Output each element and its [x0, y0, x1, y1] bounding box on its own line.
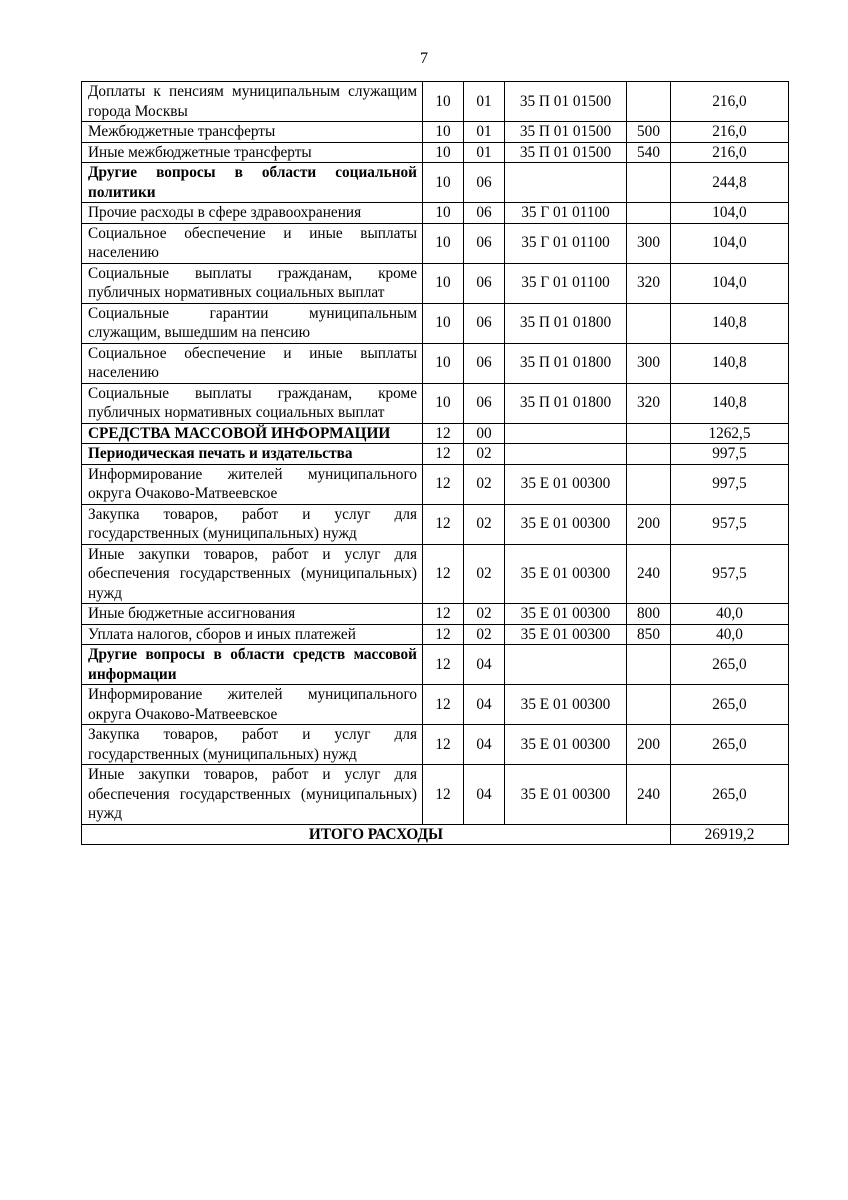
row-name: Закупка товаров, работ и услуг для государственных (муниципальных) нужд: [82, 725, 423, 765]
row-expense-type: 800: [627, 604, 671, 625]
row-target-article: 35 Е 01 00300: [505, 725, 627, 765]
row-sum: 104,0: [671, 223, 789, 263]
row-sum: 244,8: [671, 163, 789, 203]
table-row: [82, 142, 789, 163]
row-section-code: 12: [423, 725, 464, 765]
table-row: [82, 263, 789, 303]
row-section-code: 10: [423, 383, 464, 423]
row-name: Доплаты к пенсиям муниципальным служащим города Москвы: [82, 82, 423, 122]
row-target-article: 35 Г 01 01100: [505, 263, 627, 303]
total-label: ИТОГО РАСХОДЫ: [82, 824, 671, 845]
row-expense-type: [627, 423, 671, 444]
row-name: Информирование жителей муниципального округа Очаково-Матвеевское: [82, 685, 423, 725]
row-section-code: 12: [423, 423, 464, 444]
row-section-code: 10: [423, 122, 464, 143]
table-row: [82, 343, 789, 383]
row-section-code: 12: [423, 464, 464, 504]
row-subsection-code: 02: [464, 444, 505, 465]
table-row: [82, 624, 789, 645]
table-row: [82, 303, 789, 343]
row-sum: 265,0: [671, 685, 789, 725]
row-section-code: 12: [423, 624, 464, 645]
row-sum: 216,0: [671, 122, 789, 143]
row-section-code: 10: [423, 163, 464, 203]
row-name: Социальное обеспечение и иные выплаты населению: [82, 223, 423, 263]
row-subsection-code: 02: [464, 544, 505, 604]
row-name: Иные межбюджетные трансферты: [82, 142, 423, 163]
table-row: [82, 444, 789, 465]
row-section-code: 10: [423, 263, 464, 303]
row-target-article: 35 П 01 01800: [505, 343, 627, 383]
row-target-article: 35 Е 01 00300: [505, 624, 627, 645]
row-section-code: 10: [423, 82, 464, 122]
row-sum: 140,8: [671, 303, 789, 343]
table-row: [82, 82, 789, 122]
row-subsection-code: 06: [464, 383, 505, 423]
row-name: Социальные выплаты гражданам, кроме публичных нормативных социальных выплат: [82, 383, 423, 423]
row-expense-type: [627, 82, 671, 122]
total-row: [82, 824, 789, 845]
table-row: [82, 685, 789, 725]
row-expense-type: 240: [627, 544, 671, 604]
row-subsection-code: 04: [464, 725, 505, 765]
row-name: Социальные гарантии муниципальным служащим, вышедшим на пенсию: [82, 303, 423, 343]
row-section-code: 12: [423, 504, 464, 544]
table-row: [82, 765, 789, 825]
row-name: Иные закупки товаров, работ и услуг для обеспечения государственных (муниципальных) нужд: [82, 544, 423, 604]
row-expense-type: 200: [627, 504, 671, 544]
row-subsection-code: 01: [464, 122, 505, 143]
row-sum: 957,5: [671, 504, 789, 544]
row-target-article: 35 Е 01 00300: [505, 464, 627, 504]
row-target-article: [505, 444, 627, 465]
row-target-article: 35 П 01 01500: [505, 82, 627, 122]
expenditure-table: [81, 81, 789, 845]
row-section-code: 10: [423, 142, 464, 163]
table-row: [82, 423, 789, 444]
table-row: [82, 504, 789, 544]
row-target-article: 35 Е 01 00300: [505, 504, 627, 544]
row-name: СРЕДСТВА МАССОВОЙ ИНФОРМАЦИИ: [82, 423, 423, 444]
row-target-article: 35 П 01 01500: [505, 142, 627, 163]
row-target-article: 35 П 01 01800: [505, 383, 627, 423]
row-section-code: 12: [423, 544, 464, 604]
row-expense-type: [627, 685, 671, 725]
row-name: Другие вопросы в области социальной политики: [82, 163, 423, 203]
row-target-article: 35 П 01 01800: [505, 303, 627, 343]
row-target-article: 35 Е 01 00300: [505, 544, 627, 604]
row-expense-type: 300: [627, 343, 671, 383]
row-target-article: 35 Е 01 00300: [505, 604, 627, 625]
table-row: [82, 383, 789, 423]
row-expense-type: [627, 464, 671, 504]
row-sum: 997,5: [671, 464, 789, 504]
expenditure-table-body: [82, 82, 789, 825]
row-target-article: 35 П 01 01500: [505, 122, 627, 143]
row-section-code: 12: [423, 685, 464, 725]
row-sum: 140,8: [671, 343, 789, 383]
row-subsection-code: 06: [464, 223, 505, 263]
total-sum: 26919,2: [671, 824, 789, 845]
row-section-code: 10: [423, 303, 464, 343]
row-expense-type: [627, 163, 671, 203]
row-sum: 957,5: [671, 544, 789, 604]
row-expense-type: 300: [627, 223, 671, 263]
row-subsection-code: 02: [464, 464, 505, 504]
row-section-code: 12: [423, 645, 464, 685]
row-expense-type: [627, 203, 671, 224]
row-name: Прочие расходы в сфере здравоохранения: [82, 203, 423, 224]
row-subsection-code: 06: [464, 163, 505, 203]
table-row: [82, 645, 789, 685]
row-name: Иные бюджетные ассигнования: [82, 604, 423, 625]
row-target-article: 35 Е 01 00300: [505, 685, 627, 725]
row-name: Иные закупки товаров, работ и услуг для обеспечения государственных (муниципальных) нужд: [82, 765, 423, 825]
row-expense-type: [627, 303, 671, 343]
row-target-article: [505, 645, 627, 685]
row-subsection-code: 04: [464, 765, 505, 825]
row-name: Другие вопросы в области средств массовой информации: [82, 645, 423, 685]
table-row: [82, 544, 789, 604]
row-subsection-code: 06: [464, 303, 505, 343]
row-name: Социальные выплаты гражданам, кроме публичных нормативных социальных выплат: [82, 263, 423, 303]
row-target-article: 35 Г 01 01100: [505, 203, 627, 224]
row-target-article: [505, 163, 627, 203]
row-expense-type: 320: [627, 383, 671, 423]
table-row: [82, 464, 789, 504]
row-expense-type: 200: [627, 725, 671, 765]
row-sum: 40,0: [671, 604, 789, 625]
row-expense-type: [627, 645, 671, 685]
table-row: [82, 163, 789, 203]
row-subsection-code: 02: [464, 624, 505, 645]
row-target-article: 35 Е 01 00300: [505, 765, 627, 825]
row-subsection-code: 01: [464, 142, 505, 163]
row-section-code: 10: [423, 203, 464, 224]
row-sum: 140,8: [671, 383, 789, 423]
row-expense-type: 540: [627, 142, 671, 163]
row-subsection-code: 01: [464, 82, 505, 122]
row-section-code: 12: [423, 604, 464, 625]
row-expense-type: 240: [627, 765, 671, 825]
row-expense-type: 320: [627, 263, 671, 303]
row-name: Социальное обеспечение и иные выплаты населению: [82, 343, 423, 383]
row-name: Периодическая печать и издательства: [82, 444, 423, 465]
row-subsection-code: 02: [464, 604, 505, 625]
row-subsection-code: 06: [464, 343, 505, 383]
page-number: 7: [420, 50, 428, 67]
row-subsection-code: 06: [464, 263, 505, 303]
row-target-article: [505, 423, 627, 444]
table-row: [82, 203, 789, 224]
row-sum: 265,0: [671, 725, 789, 765]
row-section-code: 10: [423, 343, 464, 383]
row-expense-type: 500: [627, 122, 671, 143]
row-subsection-code: 04: [464, 685, 505, 725]
row-sum: 265,0: [671, 765, 789, 825]
row-expense-type: [627, 444, 671, 465]
row-sum: 216,0: [671, 142, 789, 163]
row-sum: 216,0: [671, 82, 789, 122]
row-subsection-code: 00: [464, 423, 505, 444]
row-sum: 997,5: [671, 444, 789, 465]
row-sum: 104,0: [671, 203, 789, 224]
row-name: Уплата налогов, сборов и иных платежей: [82, 624, 423, 645]
table-row: [82, 604, 789, 625]
row-name: Межбюджетные трансферты: [82, 122, 423, 143]
table-row: [82, 725, 789, 765]
row-section-code: 12: [423, 765, 464, 825]
row-name: Закупка товаров, работ и услуг для государственных (муниципальных) нужд: [82, 504, 423, 544]
row-target-article: 35 Г 01 01100: [505, 223, 627, 263]
row-expense-type: 850: [627, 624, 671, 645]
row-sum: 1262,5: [671, 423, 789, 444]
row-sum: 104,0: [671, 263, 789, 303]
row-subsection-code: 02: [464, 504, 505, 544]
row-subsection-code: 06: [464, 203, 505, 224]
row-sum: 265,0: [671, 645, 789, 685]
row-subsection-code: 04: [464, 645, 505, 685]
table-row: [82, 122, 789, 143]
row-sum: 40,0: [671, 624, 789, 645]
row-section-code: 12: [423, 444, 464, 465]
row-name: Информирование жителей муниципального округа Очаково-Матвеевское: [82, 464, 423, 504]
table-row: [82, 223, 789, 263]
row-section-code: 10: [423, 223, 464, 263]
